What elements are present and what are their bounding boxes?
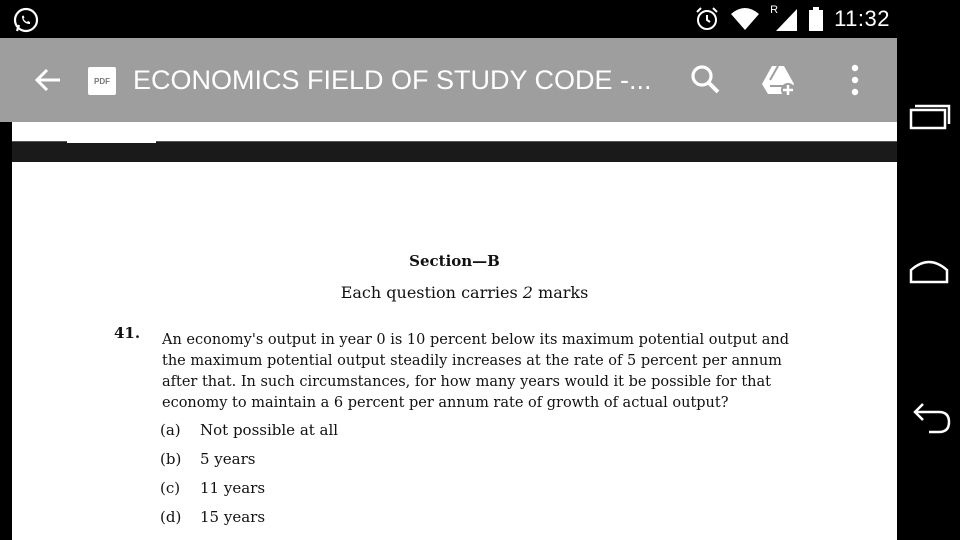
navigation-bar: [897, 38, 960, 540]
back-arrow-icon[interactable]: [28, 62, 68, 98]
option-a: [160, 421, 338, 439]
page-gap: [12, 142, 897, 162]
signal-icon: [770, 6, 798, 32]
wifi-icon: [730, 6, 760, 32]
question-number: 41.: [114, 324, 141, 342]
alarm-icon: [694, 6, 720, 32]
page-tab-indicator: [67, 140, 156, 143]
status-icons: [694, 4, 890, 34]
option-b: [160, 450, 255, 468]
section-subtitle-prefix: Each question carries: [340, 283, 523, 302]
app-bar: [0, 38, 897, 122]
option-text: 15 years: [200, 508, 266, 526]
option-c: [160, 479, 265, 497]
document-page[interactable]: [12, 162, 897, 540]
pdf-badge: PDF: [94, 76, 110, 86]
option-label: (a): [160, 421, 181, 439]
question-text: [162, 330, 827, 414]
question-line: economy to maintain a 6 percent per annum rate of growth of actual output?: [162, 395, 729, 411]
option-d: [160, 508, 265, 526]
roaming-label: R: [770, 4, 779, 16]
document-title: ECONOMICS FIELD OF STUDY CODE -...: [133, 65, 652, 95]
option-text: 5 years: [200, 450, 256, 468]
more-vert-icon[interactable]: [840, 62, 870, 98]
option-text: 11 years: [200, 479, 266, 497]
home-icon[interactable]: [905, 248, 953, 292]
search-icon[interactable]: [688, 62, 724, 98]
question-line: after that. In such circumstances, for how many years would it be possible for that: [162, 374, 771, 390]
previous-page-edge: [12, 122, 897, 142]
section-subtitle-suffix: marks: [532, 283, 589, 302]
battery-icon: [808, 6, 824, 32]
pdf-file-icon: [88, 67, 116, 95]
status-bar: [0, 0, 960, 38]
section-title: Section—B: [409, 252, 500, 270]
question-line: the maximum potential output steadily increases at the rate of 5 percent per annum: [162, 353, 782, 369]
option-text: Not possible at all: [200, 421, 339, 439]
whatsapp-icon: [12, 6, 40, 34]
recent-apps-icon[interactable]: [905, 96, 953, 140]
back-icon[interactable]: [905, 398, 953, 442]
drive-add-icon[interactable]: [758, 62, 798, 98]
option-label: (d): [160, 508, 182, 526]
option-label: (c): [160, 479, 181, 497]
question-line: An economy's output in year 0 is 10 percent below its maximum potential output and: [162, 332, 789, 348]
section-subtitle-marks: 2: [522, 283, 533, 302]
option-label: (b): [160, 450, 182, 468]
status-clock: 11:32: [834, 6, 890, 31]
section-subtitle: [12, 283, 897, 302]
